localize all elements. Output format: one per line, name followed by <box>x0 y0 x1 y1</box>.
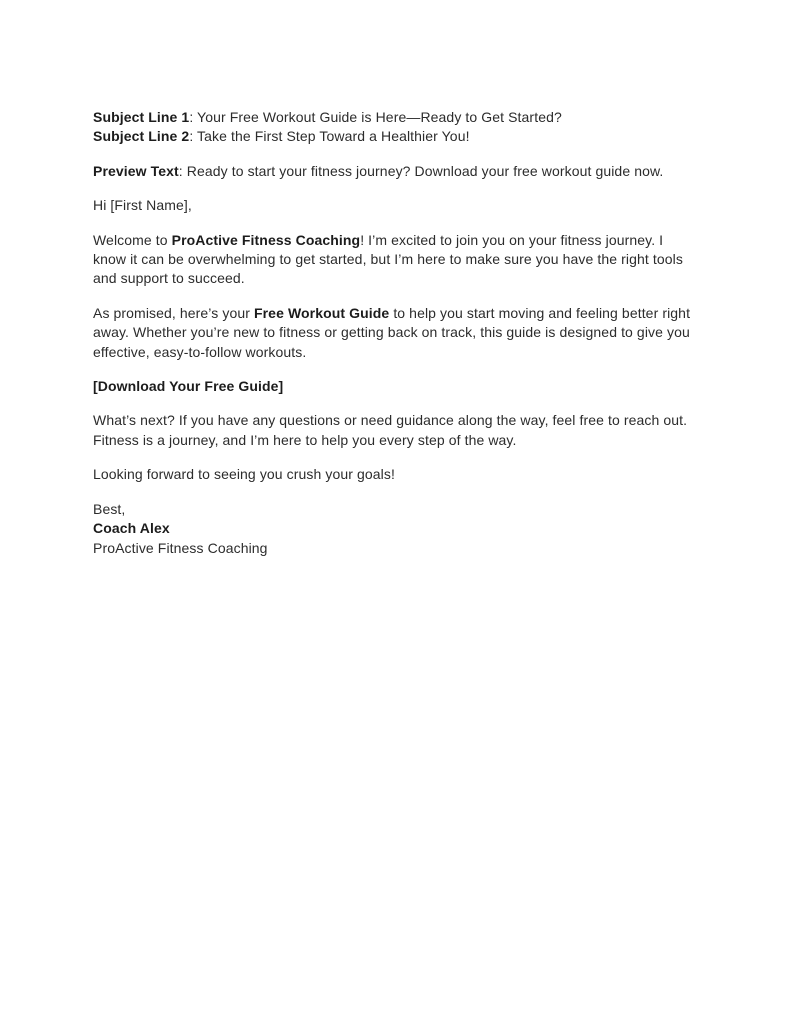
text-run: Looking forward to seeing you crush your goals! <box>93 466 395 483</box>
bold-text-run: Subject Line 2 <box>93 128 190 145</box>
text-run: : Ready to start your fitness journey? Download your free workout guide now. <box>178 162 664 179</box>
text-run: away. Whether you’re new to fitness or getting back on track, this guide is designed to give you <box>93 324 690 341</box>
greeting <box>93 196 743 215</box>
text-run: ProActive Fitness Coaching <box>93 539 268 556</box>
text-run: Fitness is a journey, and I’m here to help you every step of the way. <box>93 431 517 448</box>
text-run: effective, easy-to-follow workouts. <box>93 343 307 360</box>
text-run: What’s next? If you have any questions or need guidance along the way, feel free to reach out. <box>93 412 688 429</box>
bold-text-run: ProActive Fitness Coaching <box>171 231 361 248</box>
text-run: Best, <box>93 500 126 517</box>
text-run: As promised, here’s your <box>93 304 254 321</box>
bold-text-run: Subject Line 1 <box>93 109 190 125</box>
signature <box>93 500 743 558</box>
download-cta <box>93 377 743 396</box>
text-run: Hi [First Name], <box>93 197 192 214</box>
email-template-document <box>93 108 743 573</box>
text-run: and support to succeed. <box>93 270 245 287</box>
next-steps-paragraph <box>93 411 743 450</box>
text-run: know it can be overwhelming to get started, but I’m here to make sure you have the right tools <box>93 251 683 268</box>
subject-lines <box>93 108 743 147</box>
bold-text-run: Free Workout Guide <box>253 304 390 321</box>
text-run: : Your Free Workout Guide is Here—Ready to Get Started? <box>189 109 562 125</box>
bold-text-run: Preview Text <box>93 162 179 179</box>
bold-text-run: [Download Your Free Guide] <box>93 378 284 395</box>
text-run: Welcome to <box>93 231 172 248</box>
text-run: to help you start moving and feeling better right <box>389 304 691 321</box>
bold-text-run: Coach Alex <box>93 520 170 537</box>
text-run: : Take the First Step Toward a Healthier You! <box>189 128 470 145</box>
closing-line <box>93 465 743 484</box>
guide-paragraph <box>93 304 743 362</box>
text-run: ! I’m excited to join you on your fitness journey. I <box>360 231 664 248</box>
preview-text <box>93 162 743 181</box>
intro-paragraph <box>93 231 743 289</box>
